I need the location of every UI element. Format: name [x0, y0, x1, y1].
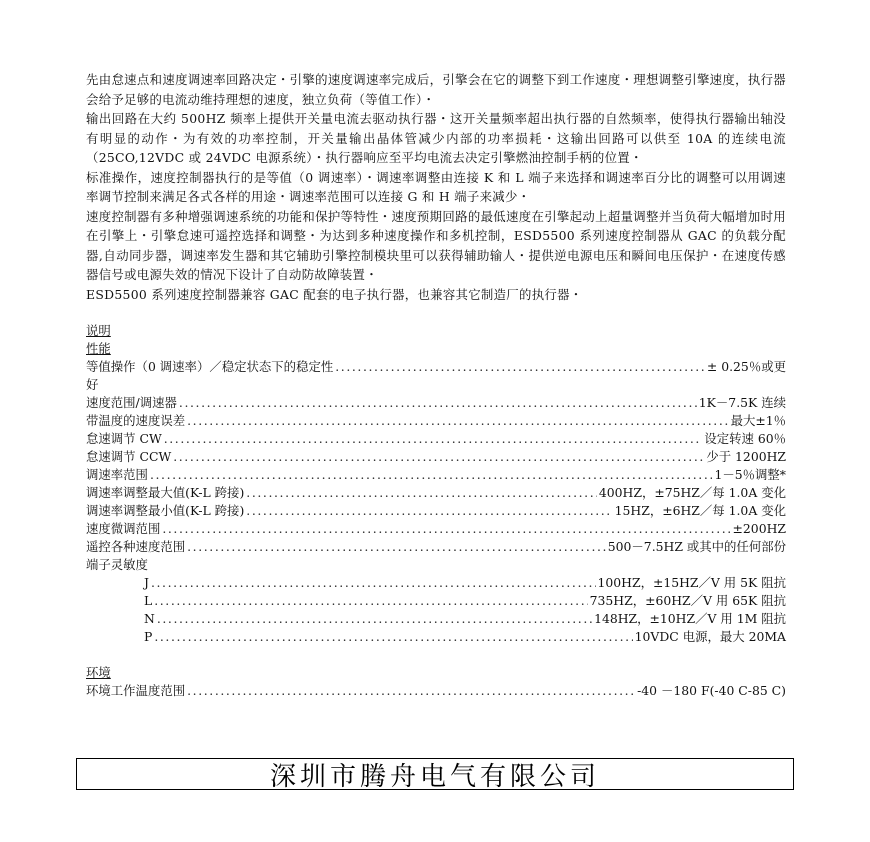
spec-value: 最大±1％ — [730, 413, 786, 428]
spec-label: 怠速调节 CW — [86, 431, 162, 446]
spec-value: 少于 1200HZ — [706, 449, 786, 464]
paragraph-output-loop: 输出回路在大约 500HZ 频率上提供开关量电流去驱动执行器・这开关量频率超出执行器的自然频率，使得执行器输出轴没有明显的动作・为有效的功率控制，开关量输出晶体管减少内部的功率损耗・这输出回路可以供至 10A 的连续电流（25CO,12VDC 或 24VDC 电源系统）・执行器响应至平均电流去决定引擎燃油控制手柄的位置・ — [86, 111, 786, 165]
spec-value: -40 －180 F(-40 C-85 C) — [637, 683, 786, 698]
spec-label: 带温度的速度误差 — [86, 413, 186, 428]
leader-dots — [154, 628, 632, 646]
spec-droop-min — [86, 502, 786, 520]
heading-performance: 性能 — [86, 341, 111, 356]
spec-label: 环境工作温度范围 — [86, 683, 186, 698]
leader-dots — [246, 484, 597, 502]
spec-fine-trim — [86, 520, 786, 538]
heading-environment: 环境 — [86, 665, 111, 680]
spec-value: 15HZ，±6HZ／每 1.0A 变化 — [614, 503, 786, 518]
spec-label: 等值操作（0 调速率）／稳定状态下的稳定性 — [86, 359, 334, 374]
leader-dots — [187, 682, 635, 700]
paragraph-features: 速度控制器有多种增强调速系统的功能和保护等特性・速度预期回路的最低速度在引擎起动上超量调整并当负荷大幅增加时用在引擎上・引擎怠速可遥控选择和调整・为达到多种速度操作和多机控制，ESD5500 系列速度控制器从 GAC 的负载分配器,自动同步器，调速率发生器和其它辅助引擎控制模块里可以获得辅助输人・提供逆电源电压和瞬间电压保护・在速度传感器信号或电源失效的情况下设计了自动防故障装置・ — [86, 208, 786, 282]
leader-dots — [187, 538, 606, 556]
spec-value: 148HZ，±10HZ／V 用 1M 阻抗 — [594, 611, 786, 626]
spec-label: 调速率调整最大值(K-L 跨接) — [86, 485, 245, 500]
paragraph-compatibility: ESD5500 系列速度控制器兼容 GAC 配套的电子执行器，也兼容其它制造厂的执行器・ — [86, 286, 583, 302]
spec-ambient-temp — [86, 682, 786, 700]
leader-dots — [335, 358, 705, 376]
paragraph-standard-operation: 标准操作，速度控制器执行的是等值（0 调速率）・调速率调整由连接 K 和 L 端子来选择和调速率百分比的调整可以用调速率调节控制来满足各式各样的用途・调速率范围可以连接 G 和 H 端子来减少・ — [86, 169, 786, 204]
spec-wrap: 好 — [86, 377, 99, 392]
leader-dots — [246, 502, 612, 520]
spec-temp-error — [86, 412, 786, 430]
spec-value: 100HZ，±15HZ／V 用 5K 阻抗 — [597, 575, 786, 590]
spec-value: 400HZ，±75HZ／每 1.0A 变化 — [598, 485, 786, 500]
spec-value: 10VDC 电源，最大 20MA — [634, 629, 786, 644]
spec-label: L — [144, 593, 153, 608]
spec-terminal-l — [86, 592, 786, 610]
spec-label: 速度微调范围 — [86, 521, 161, 536]
spec-terminal-sensitivity: 端子灵敏度 — [86, 557, 148, 572]
spec-idle-ccw — [86, 448, 786, 466]
spec-label: 调速率调整最小值(K-L 跨接) — [86, 503, 245, 518]
leader-dots — [179, 394, 697, 412]
spec-terminal-j — [86, 574, 786, 592]
heading-description: 说明 — [86, 323, 111, 338]
company-footer — [76, 758, 794, 790]
leader-dots — [157, 610, 592, 628]
spec-label: N — [144, 611, 155, 626]
spec-value: ±200HZ — [732, 521, 786, 536]
leader-dots — [164, 430, 703, 448]
spec-label: J — [144, 575, 149, 590]
spec-value: 1K－7.5K 连续 — [698, 395, 786, 410]
spec-terminal-p — [86, 628, 786, 646]
document-body — [86, 70, 786, 700]
spec-droop-range — [86, 466, 786, 484]
spec-label: 调速率范围 — [86, 467, 148, 482]
leader-dots — [151, 574, 596, 592]
spec-label: 怠速调节 CCW — [86, 449, 172, 464]
leader-dots — [173, 448, 704, 466]
spec-label: P — [144, 629, 153, 644]
spec-value: ± 0.25％或更 — [706, 359, 786, 374]
leader-dots — [150, 466, 713, 484]
spec-value: 735HZ，±60HZ／V 用 65K 阻抗 — [589, 593, 786, 608]
spec-terminal-n — [86, 610, 786, 628]
spec-remote-range — [86, 538, 786, 556]
company-name: 深圳市腾舟电气有限公司 — [269, 761, 600, 792]
spec-speed-range — [86, 394, 786, 412]
spec-droop-max — [86, 484, 786, 502]
spec-value: 500－7.5HZ 或其中的任何部份 — [607, 539, 786, 554]
spec-label: 速度范围/调速器 — [86, 395, 177, 410]
spec-label: 遥控各种速度范围 — [86, 539, 186, 554]
spec-idle-cw — [86, 430, 786, 448]
leader-dots — [162, 520, 730, 538]
leader-dots — [187, 412, 728, 430]
spec-value: 设定转速 60％ — [704, 431, 786, 446]
spec-value: 1－5％调整* — [714, 467, 786, 482]
spec-isochronous — [86, 358, 786, 376]
leader-dots — [154, 592, 587, 610]
paragraph-intro: 先由怠速点和速度调速率回路决定・引擎的速度调速率完成后，引擎会在它的调整下到工作速度・理想调整引擎速度，执行器会给予足够的电流动维持理想的速度，独立负荷（等值工作）・ — [86, 72, 786, 107]
